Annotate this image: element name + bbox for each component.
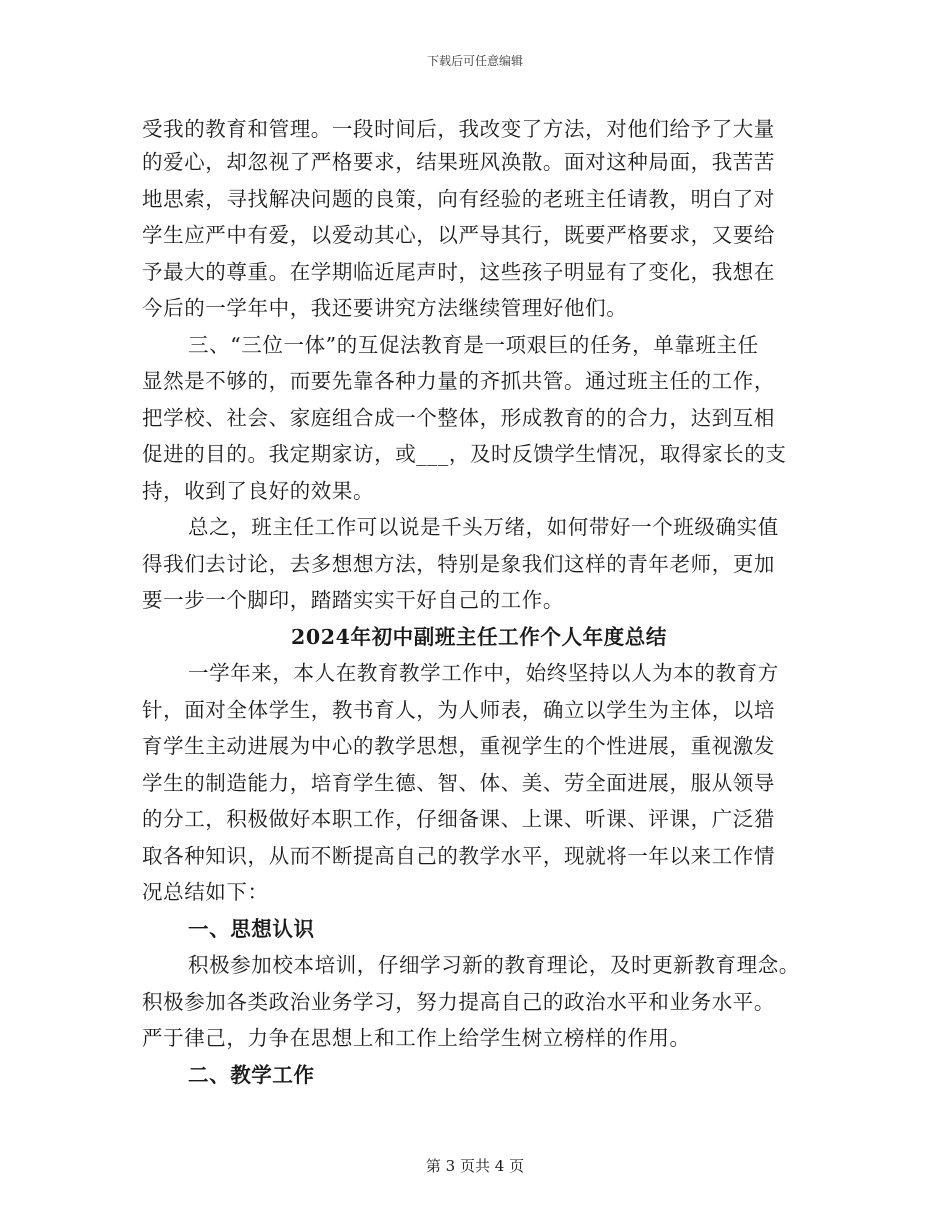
text-line: 今后的一学年中，我还要讲究方法继续管理好他们。 — [142, 296, 628, 320]
text-line: 予最大的尊重。在学期临近尾声时，这些孩子明显有了变化，我想在 — [142, 259, 775, 284]
text-line: 要一步一个脚印，踏踏实实干好自己的工作。 — [142, 588, 564, 612]
text-line: 积极参加校本培训，仔细学习新的教育理论，及时更新教育理念。 — [188, 953, 800, 977]
text-line: 三、“三位一体”的互促法教育是一项艰巨的任务，单靠班主任 — [188, 332, 759, 357]
text-line: 一学年来，本人在教育教学工作中，始终坚持以人为本的教育方 — [188, 661, 779, 685]
document-body — [142, 113, 822, 1092]
page-header-note: 下载后可任意编辑 — [426, 54, 523, 68]
text-line: 学生的制造能力，培育学生德、智、体、美、劳全面进展，服从领导 — [142, 770, 775, 795]
text-line: 总之，班主任工作可以说是千头万绪，如何带好一个班级确实值 — [188, 515, 779, 539]
text-line: 的分工，积极做好本职工作，仔细备课、上课、听课、评课，广泛猎 — [142, 807, 775, 831]
text-line: 严于律己，力争在思想上和工作上给学生树立榜样的作用。 — [142, 1026, 691, 1050]
page-number: 第 3 页共 4 页 — [425, 1157, 525, 1175]
text-line: 取各种知识，从而不断提高自己的教学水平，现就将一年以来工作情 — [142, 843, 775, 868]
text-line: 把学校、社会、家庭组合成一个整体，形成教育的的合力，达到互相 — [142, 405, 775, 430]
section-thought — [142, 913, 822, 1056]
text-line: 育学生主动进展为中心的教学思想，重视学生的个性进展，重视激发 — [142, 734, 775, 758]
text-line: 受我的教育和管理。一段时间后，我改变了方法，对他们给予了大量 — [142, 117, 775, 141]
section-heading: 二、教学工作 — [188, 1062, 315, 1087]
text-line: 的爱心，却忽视了严格要求，结果班风涣散。面对这种局面，我苦苦 — [142, 150, 775, 174]
text-line: 针，面对全体学生，教书育人，为人师表，确立以学生为主体，以培 — [142, 697, 775, 722]
text-line: 促进的目的。我定期家访，或___，及时反馈学生情况，取得家长的支 — [142, 442, 787, 466]
text-line: 地思索，寻找解决问题的良策，向有经验的老班主任请教，明白了对 — [142, 186, 775, 211]
text-line: 学生应严中有爱，以爱动其心，以严导其行，既要严格要求，又要给 — [142, 223, 775, 247]
section-heading: 一、思想认识 — [188, 916, 315, 941]
section-teaching — [142, 1059, 822, 1092]
text-line: 积极参加各类政治业务学习，努力提高自己的政治水平和业务水平。 — [142, 989, 775, 1014]
document-title: 2024年初中副班主任工作个人年度总结 — [291, 624, 667, 649]
text-line: 显然是不够的，而要先靠各种力量的齐抓共管。通过班主任的工作， — [142, 369, 775, 393]
paragraph-section-three — [142, 329, 822, 508]
paragraph-intro — [142, 657, 822, 909]
paragraph-continuation — [142, 113, 822, 325]
paragraph-conclusion — [142, 511, 822, 617]
text-line: 况总结如下： — [142, 880, 269, 904]
text-line: 得我们去讨论，去多想想方法，特别是象我们这样的青年老师，更加 — [142, 551, 775, 576]
text-line: 持，收到了良好的效果。 — [142, 478, 375, 503]
